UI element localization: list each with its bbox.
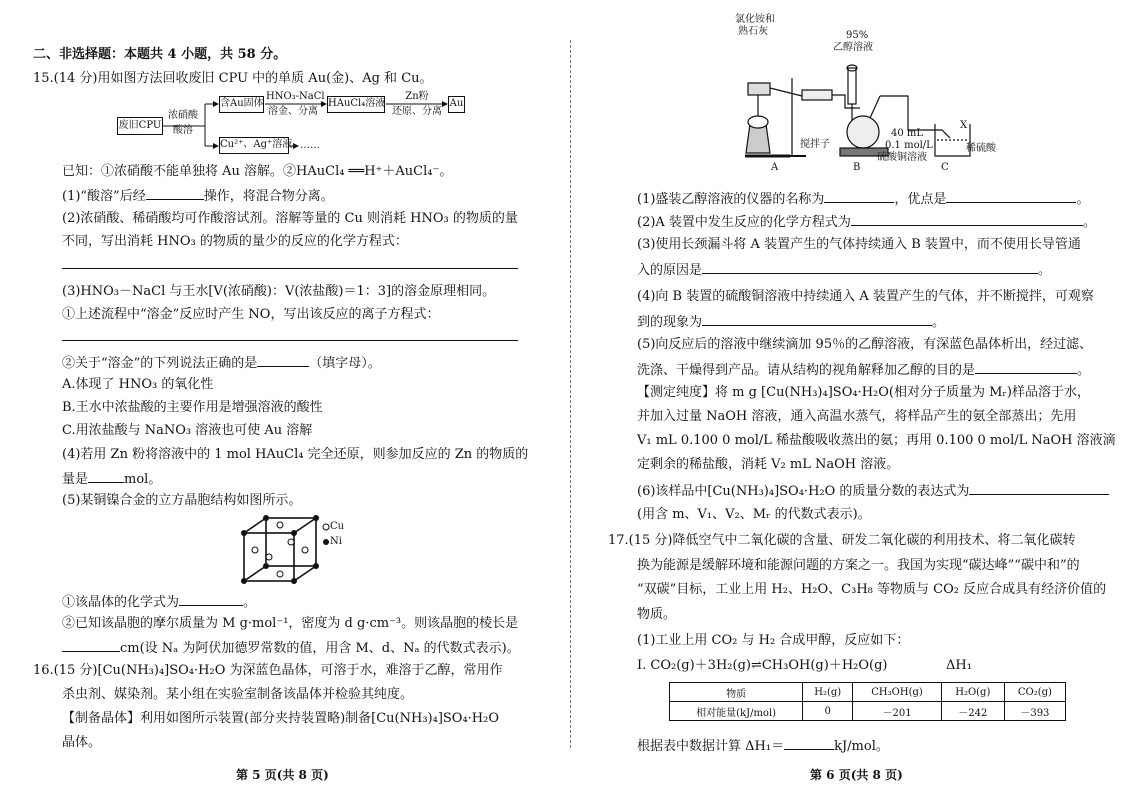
q15-option-b: B.王水中浓盐酸的主要作用是增强溶液的酸性 — [62, 400, 323, 415]
q17-dh1-label: ΔH₁ — [946, 658, 972, 673]
flow-box-cpu: 废旧CPU — [117, 117, 163, 135]
answer-blank-q17-1[interactable] — [784, 736, 834, 750]
answer-blank-q16-4[interactable] — [702, 312, 932, 326]
energy-table-header-row — [670, 683, 1066, 702]
answer-blank-q16-1a[interactable] — [824, 189, 894, 203]
footer-right: 第 6 页(共 8 页) — [810, 768, 903, 782]
answer-blank-q15-5-2[interactable] — [62, 638, 120, 652]
q15-known: 已知：①浓硝酸不能单独将 Au 溶解。②HAuCl₄ ══H⁺＋AuCl₄⁻。 — [62, 164, 453, 179]
label-vol-2: 0.1 mol/L — [885, 140, 933, 151]
flow-arrows — [0, 0, 570, 170]
answer-line-q15-2[interactable] — [62, 268, 518, 269]
legend-ni: Ni — [330, 536, 342, 547]
flow-zn-top: Zn粉 — [405, 91, 429, 102]
label-a: A — [771, 162, 779, 173]
label-ethanol-2: 乙醇溶液 — [833, 42, 873, 53]
page-divider — [570, 40, 571, 748]
q16-p2: (2)A 装置中发生反应的化学方程式为 。 — [637, 212, 1096, 232]
energy-table-header: CH₃OH(g) — [853, 683, 942, 702]
q17-line1: 17.(15 分)降低空气中二氧化碳的含量、研发二氧化碳的利用技术、将二氧化碳转 — [608, 533, 1076, 548]
answer-blank-q15-1[interactable] — [146, 186, 204, 200]
q15-title: 15.(14 分)用如图方法回收废旧 CPU 中的单质 Au(金)、Ag 和 Cu。 — [33, 71, 433, 86]
q15-p5-2-line2: cm(设 Nₐ 为阿伏加德罗常数的值，用含 M、d、Nₐ 的代数式表示)。 — [62, 638, 520, 658]
unit-cell-diagram — [234, 513, 344, 585]
q16-purity-line3: V₁ mL 0.100 0 mol/L 稀盐酸吸收蒸出的氨；再用 0.100 0 mol/L NaOH 溶液滴 — [637, 433, 1116, 448]
flow-acid-bottom: 酸溶 — [173, 125, 193, 136]
flow-box-cu-ag: Cu²⁺、Ag⁺溶液 — [219, 137, 289, 154]
answer-line-q15-3-1[interactable] — [62, 340, 518, 341]
q16-p6-line1: (6)该样品中[Cu(NH₃)₄]SO₄·H₂O 的质量分数的表达式为 — [637, 481, 1109, 501]
q16-purity-line4: 定剩余的稀盐酸，消耗 V₂ mL NaOH 溶液。 — [637, 457, 900, 472]
q16-p3-line2: 入的原因是 。 — [637, 260, 1051, 280]
q16-p6-line2: (用含 m、V₁、V₂、Mᵣ 的代数式表示)。 — [637, 507, 871, 522]
label-nh4cl-2: 熟石灰 — [738, 26, 768, 37]
q17-p1: (1)工业上用 CO₂ 与 H₂ 合成甲醇，反应如下： — [637, 633, 910, 648]
energy-table-row — [670, 702, 1066, 721]
q16-p4-line2: 到的现象为 。 — [637, 312, 945, 332]
flow-zn-bottom: 还原、分离 — [392, 106, 442, 117]
q15-p5-2-line1: ②已知该晶胞的摩尔质量为 M g·mol⁻¹，密度为 d g·cm⁻³。则该晶胞的棱长是 — [62, 616, 519, 631]
legend-cu: Cu — [330, 521, 345, 532]
label-c: C — [941, 162, 949, 173]
q16-line4: 晶体。 — [62, 735, 102, 750]
q15-p3: (3)HNO₃－NaCl 与王水[V(浓硝酸)：V(浓盐酸)＝1：3]的溶金原理相同。 — [62, 284, 496, 299]
energy-table-cell: －201 — [853, 702, 942, 721]
q17-line4: 物质。 — [637, 607, 677, 622]
q15-p3-1: ①上述流程中“溶金”反应时产生 NO，写出该反应的离子方程式： — [62, 307, 440, 322]
q15-p5-1: ①该晶体的化学式为 。 — [62, 592, 256, 612]
q15-p2-line2: 不同，写出消耗 HNO₃ 的物质的量少的反应的化学方程式： — [62, 234, 408, 249]
q17-calc: 根据表中数据计算 ΔH₁＝ kJ/mol。 — [637, 736, 889, 756]
label-x: X — [960, 120, 968, 131]
q15-option-a: A.体现了 HNO₃ 的氧化性 — [62, 377, 214, 392]
energy-table-row-label: 相对能量(kJ/mol) — [670, 702, 803, 721]
flow-reagent-bottom: 溶金、分离 — [268, 106, 318, 117]
q15-p3-2: ②关于“溶金”的下列说法正确的是 （填字母）。 — [62, 353, 381, 373]
flow-box-au: Au — [448, 96, 465, 113]
q16-purity-line1: 【测定纯度】将 m g [Cu(NH₃)₄]SO₄·H₂O(相对分子质量为 Mᵣ)样品溶于水， — [637, 385, 1091, 400]
q17-line3: “双碳”目标，工业上用 H₂、H₂O、C₃H₈ 等物质与 CO₂ 反应合成具有经济价值的 — [637, 582, 1107, 597]
q16-p3-line1: (3)使用长颈漏斗将 A 装置产生的气体持续通入 B 装置中，而不使用长导管通 — [637, 237, 1081, 252]
q15-p2-line1: (2)浓硝酸、稀硝酸均可作酸溶试剂。溶解等量的 Cu 则消耗 HNO₃ 的物质的量 — [62, 211, 518, 226]
q16-p5-line2: 洗涤、干燥得到产品。请从结构的视角解释加乙醇的目的是 。 — [637, 360, 1090, 380]
q15-option-c: C.用浓盐酸与 NaNO₃ 溶液也可使 Au 溶解 — [62, 423, 313, 438]
label-stirrer: 搅拌子 — [800, 139, 830, 150]
energy-table-header: H₂O(g) — [941, 683, 1004, 702]
flow-box-au-solid: 含Au固体 — [219, 96, 264, 113]
answer-blank-q15-3-2[interactable] — [257, 353, 309, 367]
label-vol-3: 硫酸铜溶液 — [877, 152, 927, 163]
flow-acid-top: 浓硝酸 — [168, 110, 198, 121]
label-ethanol-1: 95% — [846, 30, 869, 41]
q15-p4-line1: (4)若用 Zn 粉将溶液中的 1 mol HAuCl₄ 完全还原，则参加反应的 Zn 的物质的 — [62, 447, 529, 462]
energy-table-cell: －393 — [1004, 702, 1065, 721]
answer-blank-q16-5[interactable] — [975, 360, 1077, 374]
flow-box-haucl4: HAuCl₄溶液 — [327, 96, 385, 113]
flow-ellipsis: …… — [300, 140, 320, 151]
energy-table-cell: －242 — [941, 702, 1004, 721]
energy-table-header: 物质 — [670, 683, 803, 702]
q16-p4-line1: (4)向 B 装置的硫酸铜溶液中持续通入 A 装置产生的气体，并不断搅拌，可观察 — [637, 289, 1094, 304]
answer-blank-q16-3[interactable] — [702, 260, 1038, 274]
section-header: 二、非选择题：本题共 4 小题，共 58 分。 — [33, 47, 287, 62]
q17-reaction: Ⅰ. CO₂(g)＋3H₂(g)⇌CH₃OH(g)＋H₂O(g) — [637, 658, 888, 673]
q16-line2: 杀虫剂、媒染剂。某小组在实验室制备该晶体并检验其纯度。 — [62, 687, 414, 702]
label-h2so4: 稀硫酸 — [966, 143, 996, 154]
answer-blank-q16-6[interactable] — [969, 481, 1109, 495]
q17-line2: 换为能源是缓解环境和能源问题的方案之一。我国为实现“碳达峰”“碳中和”的 — [637, 558, 1080, 573]
answer-blank-q16-2[interactable] — [851, 212, 1083, 226]
energy-table-cell: 0 — [803, 702, 853, 721]
energy-table — [669, 682, 1066, 721]
q16-purity-line2: 并加入过量 NaOH 溶液，通入高温水蒸气，将样品产生的氨全部蒸出；先用 — [637, 409, 1077, 424]
q16-p1: (1)盛装乙醇溶液的仪器的名称为 ，优点是 。 — [637, 189, 1089, 209]
q16-line3: 【制备晶体】利用如图所示装置(部分夹持装置略)制备[Cu(NH₃)₄]SO₄·H₂O — [62, 711, 499, 726]
q16-p5-line1: (5)向反应后的溶液中继续滴加 95％的乙醇溶液，有深蓝色晶体析出，经过滤、 — [637, 337, 1093, 352]
energy-table-header: CO₂(g) — [1004, 683, 1065, 702]
answer-blank-q16-1b[interactable] — [946, 189, 1076, 203]
label-nh4cl-1: 氯化铵和 — [735, 14, 775, 25]
q15-p4-line2: 量是 mol。 — [62, 469, 161, 489]
footer-left: 第 5 页(共 8 页) — [236, 768, 329, 782]
q16-line1: 16.(15 分)[Cu(NH₃)₄]SO₄·H₂O 为深蓝色晶体，可溶于水，难溶于乙醇，常用作 — [33, 663, 503, 678]
answer-blank-q15-5-1[interactable] — [179, 592, 243, 606]
flow-reagent-top: HNO₃-NaCl — [266, 91, 325, 102]
energy-table-header: H₂(g) — [803, 683, 853, 702]
label-vol-1: 40 mL — [891, 128, 924, 139]
q15-p1: (1)“酸溶”后经 操作，将混合物分离。 — [62, 186, 334, 206]
answer-blank-q15-4[interactable] — [88, 469, 124, 483]
q15-p5: (5)某铜镍合金的立方晶胞结构如图所示。 — [62, 493, 302, 508]
label-b: B — [853, 162, 861, 173]
